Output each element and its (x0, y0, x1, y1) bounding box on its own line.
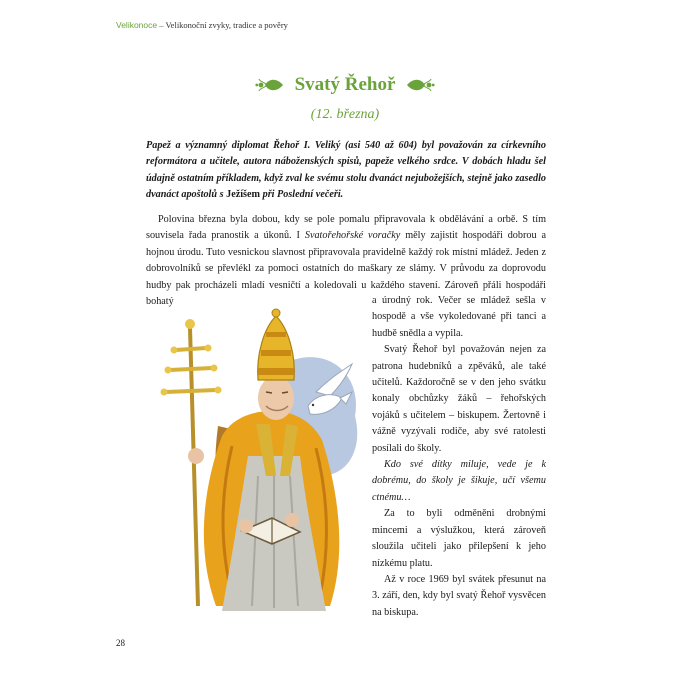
title-row (0, 74, 690, 96)
body-text-2: měly zajistit hospodáři dobrou a hojnou úrodu. Tuto vesnickou slavnost připravovala pravidelně každý rok místní mládež. Jeden z dobrovolníků se převlékl za pomoci ostatních do maškary ze slámy. V průvodu za doprovodu hudby pak procházeli mladí vesničtí a koledovali u každého stavení. Zároveň přáli hospodáři bohatý (146, 230, 547, 308)
lead-text-2: při Poslední večeři. (262, 189, 344, 201)
lead-highlight: Ježíšem (226, 189, 261, 201)
text-column (372, 293, 546, 621)
body-italic-term: Svatořehořské voračky (304, 230, 401, 242)
column-paragraph-1: a úrodný rok. Večer se mládež sešla v hospodě a vše vykoledované při tanci a hudbě snědla a vypila. (372, 295, 546, 339)
body-text-1: Polovina března byla dobou, kdy se pole pomalu připravovala k obdělávání a orbě. S tím souvisela řada pranostik a úkonů. I (146, 214, 546, 242)
saint-gregory-illustration (140, 306, 368, 618)
ornament-right-icon (405, 76, 435, 94)
column-paragraph-2: Svatý Řehoř byl považován nejen za patrona hudebníků a zpěváků, ale také učitelů. Každoročně se v den jeho svátku konaly obchůzky žáků – řehořských vojáků s učitelem – biskupem. Žertovně i vážně vyzývali rodiče, aby své ratolesti posílali do školy. (372, 344, 546, 454)
section-title: Velikonoční zvyky, tradice a pověry (165, 20, 288, 30)
face (258, 376, 294, 420)
book-title: Velikonoce (116, 20, 158, 30)
feast-date: (12. března) (310, 107, 380, 122)
tiara-icon (258, 309, 295, 380)
running-head (116, 20, 288, 30)
lead-text-1: Papež a významný diplomat Řehoř I. Veliký (asi 540 až 604) byl považován za církevního reformátora a učitele, autora náboženských spisů, papeže velkého srdce. V dobách hladu šel údajně ostatním příkladem, když zval ke svému stolu dvanáct nejubožejších, stejně jako zasedlo dvanáct apoštolů s (146, 140, 546, 201)
lead-paragraph (146, 138, 546, 204)
ornament-left-icon (255, 76, 285, 94)
column-paragraph-4: Za to byli odměněni drobnými mincemi a výslužkou, která zároveň sloužila učiteli jako přilepšení k jeho nízkému platu. (372, 508, 546, 569)
running-head-separator: – (159, 20, 164, 30)
page-title: Svatý Řehoř (294, 74, 396, 95)
page-number: 28 (116, 638, 125, 648)
column-paragraph-5: Až v roce 1969 byl svátek přesunut na 3. září, den, kdy byl svatý Řehoř vysvěcen na biskupa. (372, 573, 546, 618)
column-verse: Kdo své dítky miluje, vede je k dobrému, do školy je šikuje, učí všemu ctnému… (372, 459, 546, 503)
